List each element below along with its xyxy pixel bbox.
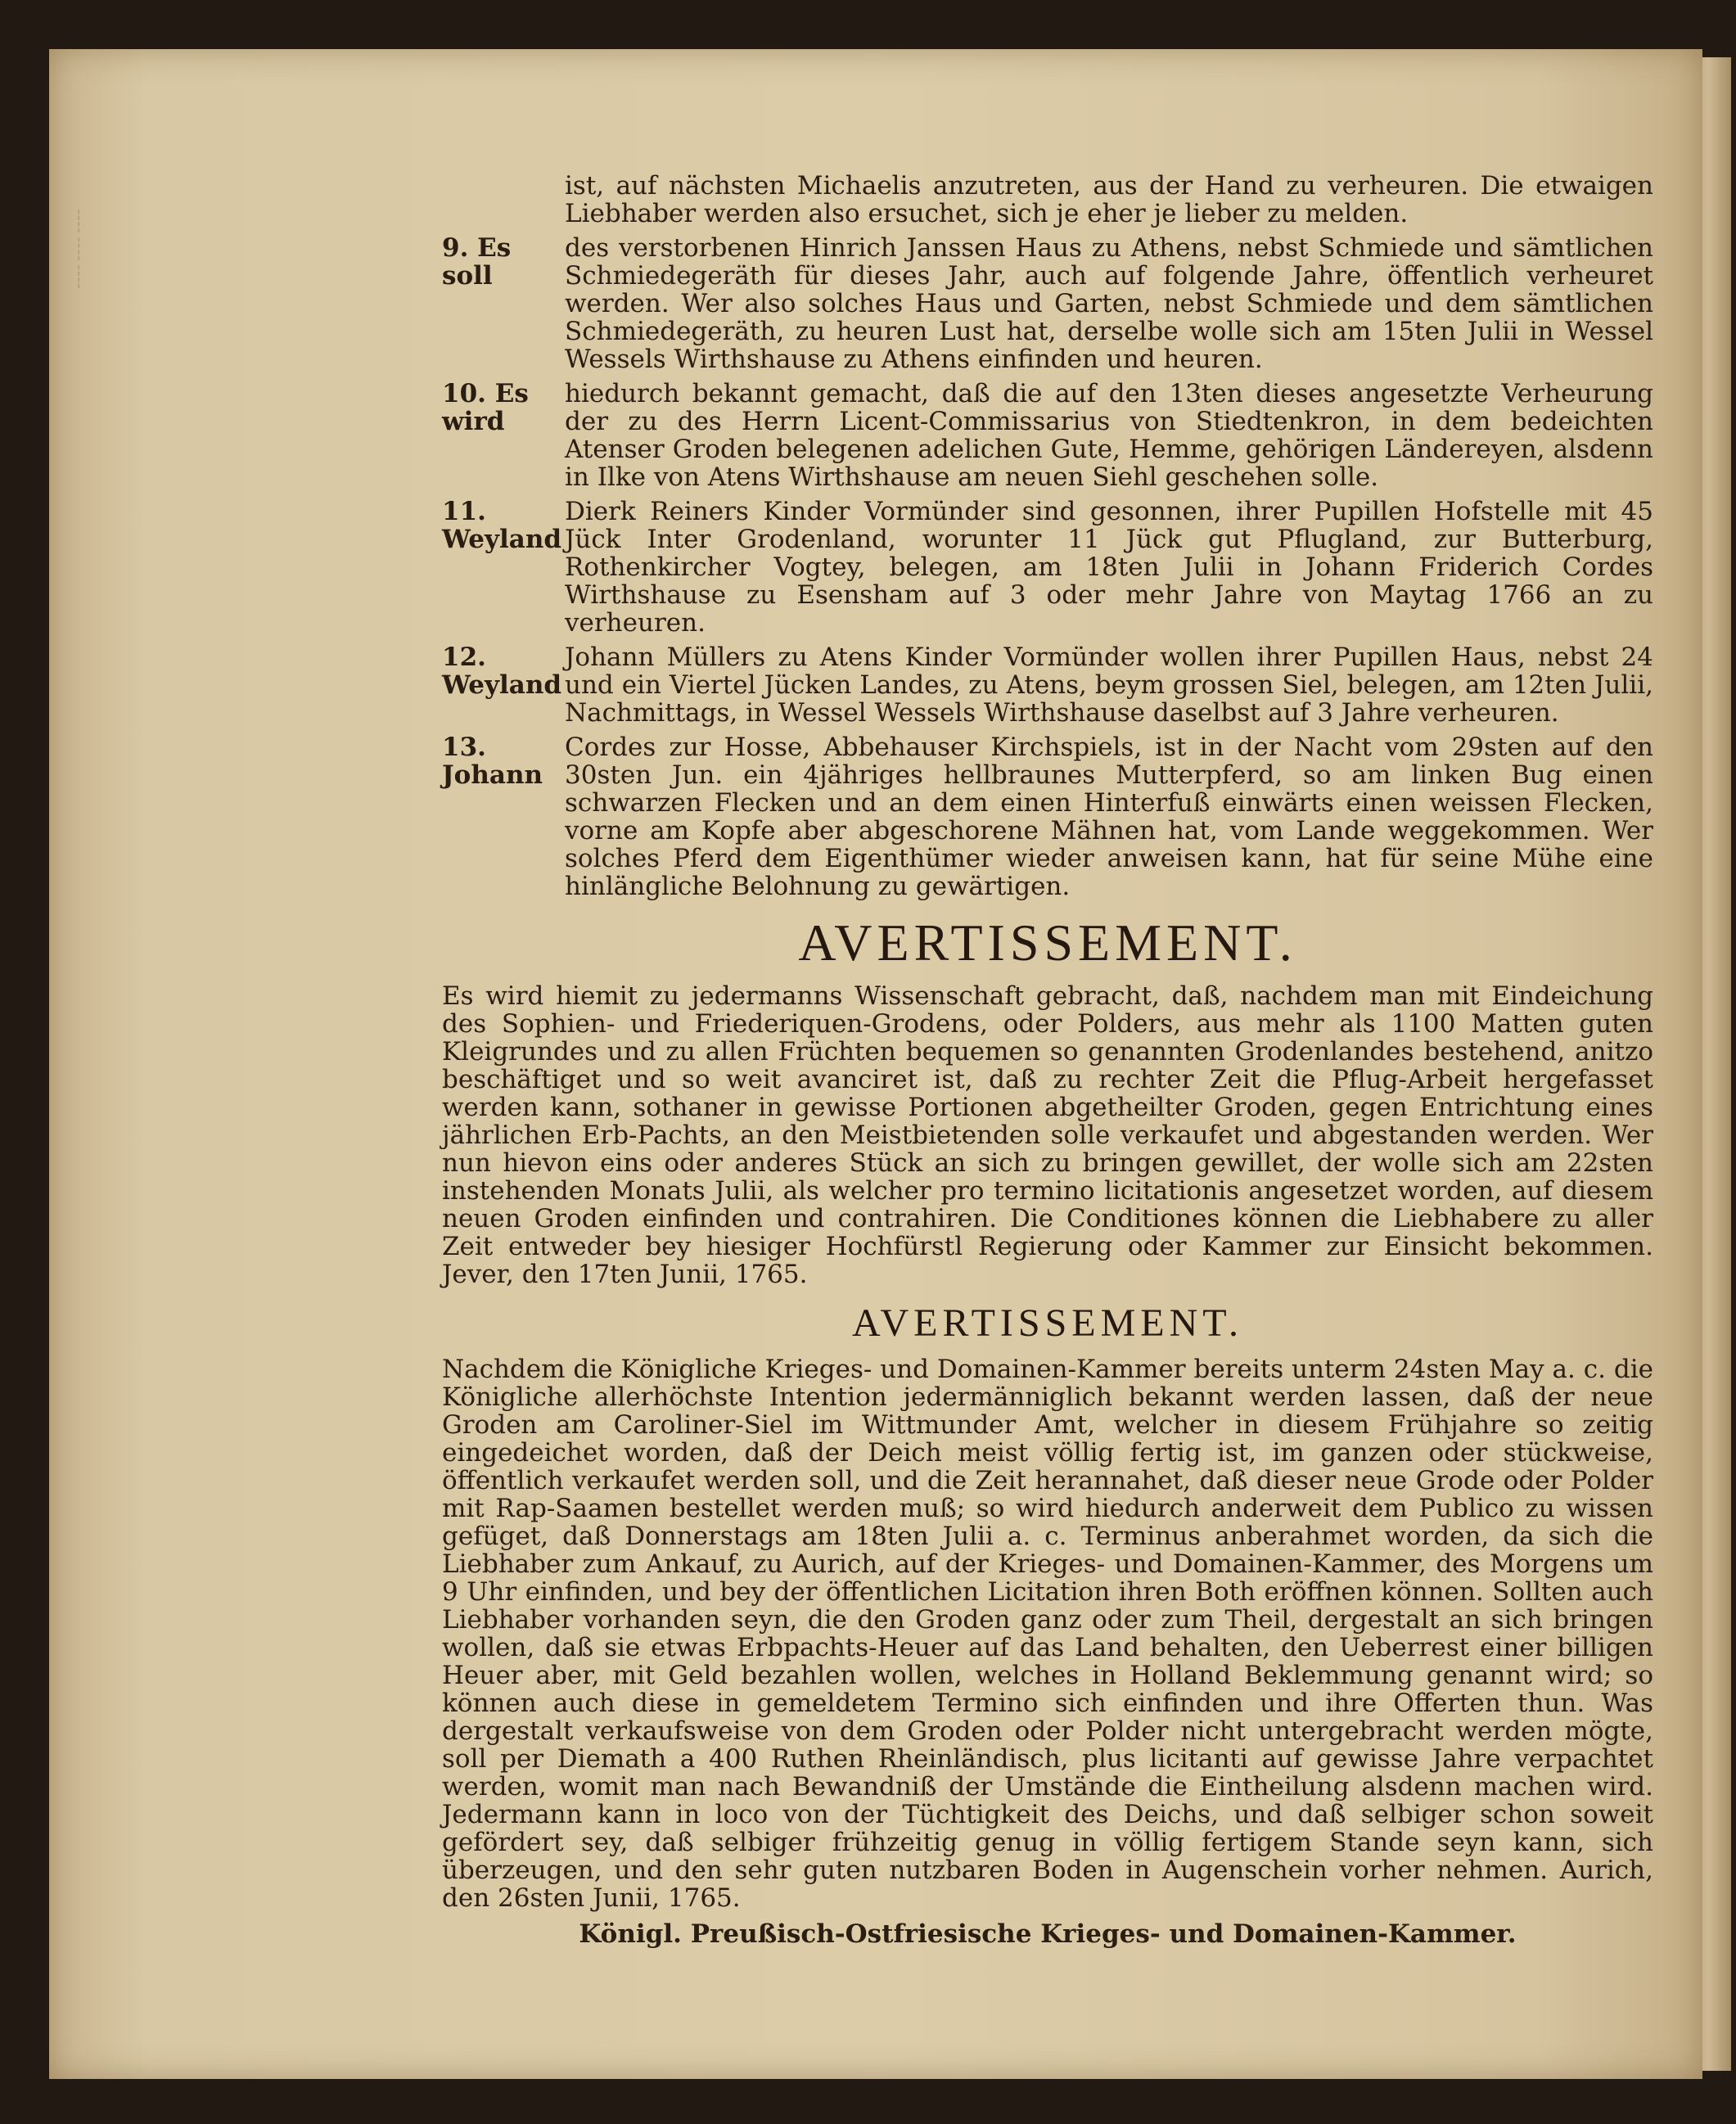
entry-number: 11. Weyland xyxy=(442,497,562,554)
avertissement-text-2: Nachdem die Königliche Krieges- und Domainen-Kammer bereits unterm 24sten May a. c. die Königliche allerhöchste Intention jedermänniglich bekannt werden lassen, daß der neue Groden am Caroliner-Siel im Wittmunder Amt, welcher in diesem Frühjahre so zeitig eingedeichet worden, daß der Deich meist völlig fertig ist, im ganzen oder stückweise, öffentlich verkaufet werden soll, und die Zeit herannahet, daß dieser neue Grode oder Polder mit Rap-Saamen bestellet werden muß; so wird hiedurch anderweit dem Publico zu wissen gefüget, daß Donnerstags am 18ten Julii a. c. Terminus anberahmet worden, da sich die Liebhaber zum Ankauf, zu Aurich, auf der Krieges- und Domainen-Kammer, des Morgens um 9 Uhr einfinden, und bey der öffentlichen Licitation ihren Both eröffnen können. Sollten auch Liebhaber vorhanden seyn, die den Groden ganz oder zum Theil, dergestalt an sich bringen wollen, daß sie etwas Erbpachts-Heuer auf das Land behalten, den Ueberrest einer billigen Heuer aber, mit Geld bezahlen wollen, welches in Holland Beklemmung genannt wird; so können auch diese in gemeldetem Termino sich einfinden und ihre Offerten thun. Was dergestalt verkaufsweise von dem Groden oder Polder nicht untergebracht werden mögte, soll per Diemath a 400 Ruthen Rheinländisch, plus licitanti auf gewisse Jahre verpachtet werden, womit man nach Bewandniß der Umstände die Eintheilung alsdenn machen wird. Jedermann kann in loco von der Tüchtigkeit des Deichs, und daß selbiger schon soweit gefördert sey, daß selbiger frühzeitig genug in völlig fertigem Stande seyn kann, sich überzeugen, und den sehr guten nutzbaren Boden in Augenschein vorher nehmen. Aurich, den 26sten Junii, 1765. xyxy=(442,1355,1653,1913)
bleed-through-left: ┊ ┊ ┊ xyxy=(72,210,85,290)
intro-paragraph: ist, auf nächsten Michaelis anzutreten, aus der Hand zu verheuren. Die etwaigen Liebhaber werden also ersuchet, sich je eher je lieber zu melden. xyxy=(565,171,1653,228)
entry-body: des verstorbenen Hinrich Janssen Haus zu Athens, nebst Schmiede und sämtlichen Schmiedegeräth für dieses Jahr, auch auf folgende Jahre, öffentlich verheuret werden. Wer also solches Haus und Garten, nebst Schmiede und dem sämtlichen Schmiedegeräth, zu heuren Lust hat, derselbe wolle sich am 15ten Julii in Wessel Wessels Wirthshause zu Athens einfinden und heuren. xyxy=(565,233,1653,374)
entry-number: 12. Weyland xyxy=(442,643,562,700)
signature: Königl. Preußisch-Ostfriesische Krieges- und Domainen-Kammer. xyxy=(579,1919,1517,1949)
avertissement-text-1: Es wird hiemit zu jedermanns Wissenschaft gebracht, daß, nachdem man mit Eindeichung des Sophien- und Friederiquen-Grodens, oder Polders, aus mehr als 1100 Matten guten Kleigrundes und zu allen Früchten bequemen so genannten Grodenlandes bestehend, anitzo beschäftiget und so weit avanciret ist, daß zu rechter Zeit die Pflug-Arbeit hergefasset werden kann, sothaner in gewisse Portionen abgetheilter Groden, gegen Entrichtung eines jährlichen Erb-Pachts, an den Meistbietenden solle verkaufet und abgestanden werden. Wer nun hievon eins oder anderes Stück an sich zu bringen gewillet, der wolle sich am 22sten instehenden Monats Julii, als welcher pro termino licitationis angesetzet worden, auf diesem neuen Groden einfinden und contrahiren. Die Conditiones können die Liebhabere zu aller Zeit entweder bey hiesiger Hochfürstl Regierung oder Kammer zur Einsicht bekommen. Jever, den 17ten Junii, 1765. xyxy=(442,981,1653,1289)
entry-13 xyxy=(442,733,1653,900)
entry-10 xyxy=(442,380,1653,491)
entry-body: Dierk Reiners Kinder Vormünder sind gesonnen, ihrer Pupillen Hofstelle mit 45 Jück Inter Grodenland, worunter 11 Jück gut Pflugland, zur Butterburg, Rothenkircher Vogtey, belegen, am 18ten Julii in Johann Friderich Cordes Wirthshause zu Esensham auf 3 oder mehr Jahre von Maytag 1766 an zu verheuren. xyxy=(565,497,1653,638)
entry-number: 9. Es soll xyxy=(442,233,512,291)
avertissement-heading-1: AVERTISSEMENT. xyxy=(798,913,1297,972)
entry-11 xyxy=(442,498,1653,637)
entry-9 xyxy=(442,234,1653,373)
entry-12 xyxy=(442,643,1653,727)
entry-body: hiedurch bekannt gemacht, daß die auf den 13ten dieses angesetzte Verheurung der zu des Herrn Licent-Commissarius von Stiedtenkron, in dem bedeichten Atenser Groden belegenen adelichen Gute, Hemme, gehörigen Ländereyen, alsdenn in Ilke von Atens Wirthshause am neuen Siehl geschehen solle. xyxy=(565,379,1653,492)
entry-number: 13. Johann xyxy=(442,733,543,790)
avertissement-heading-2: AVERTISSEMENT. xyxy=(851,1301,1244,1345)
entry-number: 10. Es wird xyxy=(442,379,529,436)
document-text xyxy=(442,172,1653,1948)
entry-body: Cordes zur Hosse, Abbehauser Kirchspiels, ist in der Nacht vom 29sten auf den 30sten Jun. ein 4jähriges hellbraunes Mutterpferd, so am linken Bug einen schwarzen Flecken und an dem einen Hinterfuß einwärts einen weissen Flecken, vorne am Kopfe aber abgeschorene Mähnen hat, vom Lande weggekommen. Wer solches Pferd dem Eigenthümer wieder anweisen kann, hat für seine Mühe eine hinlängliche Belohnung zu gewärtigen. xyxy=(565,733,1653,901)
entry-body: Johann Müllers zu Atens Kinder Vormünder wollen ihrer Pupillen Haus, nebst 24 und ein Viertel Jücken Landes, zu Atens, beym grossen Siel, belegen, am 12ten Julii, Nachmittags, in Wessel Wessels Wirthshause daselbst auf 3 Jahre verheuren. xyxy=(565,643,1653,728)
